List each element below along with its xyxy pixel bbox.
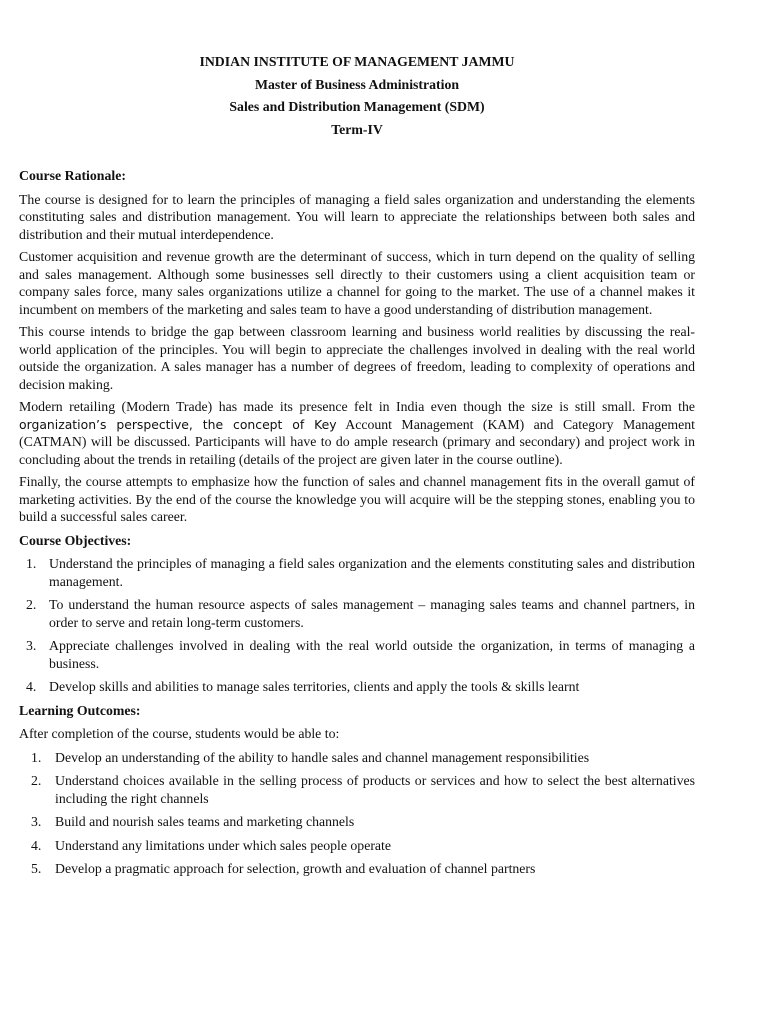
list-item [19,555,695,590]
document-body [19,53,695,878]
term-title: Term-IV [331,121,383,137]
list-text: Understand choices available in the selling process of products or services and how to select the best alternatives including the right channels [55,773,695,806]
list-item [19,749,695,767]
objectives-list [19,555,695,696]
list-text: Appreciate challenges involved in dealing with the real world outside the organization, in terms of managing a business. [49,638,695,671]
list-number: 2. [26,597,37,612]
list-text: Understand any limitations under which sales people operate [55,837,392,853]
list-text: Develop skills and abilities to manage sales territories, clients and apply the tools & skills learnt [49,679,580,694]
list-number: 5. [31,861,42,876]
list-item [19,837,695,855]
list-number: 3. [31,814,42,829]
list-item [19,813,695,831]
list-text: Develop a pragmatic approach for selection, growth and evaluation of channel partners [55,861,536,876]
outcomes-list [19,749,695,878]
list-item [19,678,695,696]
rationale-paragraph-1: The course is designed for to learn the principles of managing a field sales organization and understanding the elements constituting sales and distribution management. You will learn to appreciate the relationships between both sales and distribution and their mutual interdependence. [19,191,695,242]
list-number: 1. [26,556,37,571]
rationale-heading: Course Rationale: [19,168,126,183]
list-item [19,772,695,807]
list-text: Understand the principles of managing a field sales organization and the elements constituting sales and distribution management. [49,556,695,589]
rationale-paragraph-2: Customer acquisition and revenue growth are the determinant of success, which in turn depend on the quality of selling and sales management. Although some businesses sell directly to their customers using a client acquisition team or company sales force, many sales organizations utilize a channel for going to the market. The use of a channel makes it incumbent on members of the marketing and sales team to have a good understanding of distribution management. [19,249,695,317]
objectives-heading: Course Objectives: [19,532,132,548]
rationale-paragraph-4-part-c: Account Management (KAM) and Category Management (CATMAN) will be discussed. Participants will have to do ample research (primary and secondary) and project work in concluding about the trends in retailing (details of the project are given later in the course outline). [19,416,695,467]
list-item [19,596,695,631]
course-title: Sales and Distribution Management (SDM) [229,99,485,114]
outcomes-heading: Learning Outcomes: [19,702,141,718]
list-number: 3. [26,638,37,653]
rationale-paragraph-3: This course intends to bridge the gap between classroom learning and business world realities by discussing the real-world application of the principles. You will begin to appreciate the challenges involved in dealing with the real world outside the organization. A sales manager has a number of degrees of freedom, leading to complexity of operations and decision making. [19,324,695,392]
institute-title: INDIAN INSTITUTE OF MANAGEMENT JAMMU [199,54,515,69]
rationale-paragraph-4 [19,398,695,468]
list-text: Develop an understanding of the ability to handle sales and channel management responsibilities [55,749,590,765]
program-title: Master of Business Administration [254,76,460,92]
list-text: To understand the human resource aspects of sales management – managing sales teams and channel partners, in order to serve and retain long-term customers. [49,597,695,630]
rationale-paragraph-5: Finally, the course attempts to emphasize how the function of sales and channel management fits in the overall gamut of marketing activities. By the end of the course the knowledge you will acquire will be the stepping stones, enabling you to build a successful sales career. [19,474,695,524]
rationale-paragraph-4-part-b: organization’s perspective, the concept of Key [19,416,337,432]
list-item [19,860,695,878]
list-number: 4. [26,679,37,694]
outcomes-intro: After completion of the course, students would be able to: [19,726,340,741]
list-number: 1. [31,749,42,765]
list-text: Build and nourish sales teams and marketing channels [55,814,355,829]
list-number: 4. [31,837,42,853]
list-number: 2. [31,773,42,788]
list-item [19,637,695,672]
rationale-paragraph-4-part-a: Modern retailing (Modern Trade) has made its presence felt in India even though the size is still small. From the [19,399,695,414]
